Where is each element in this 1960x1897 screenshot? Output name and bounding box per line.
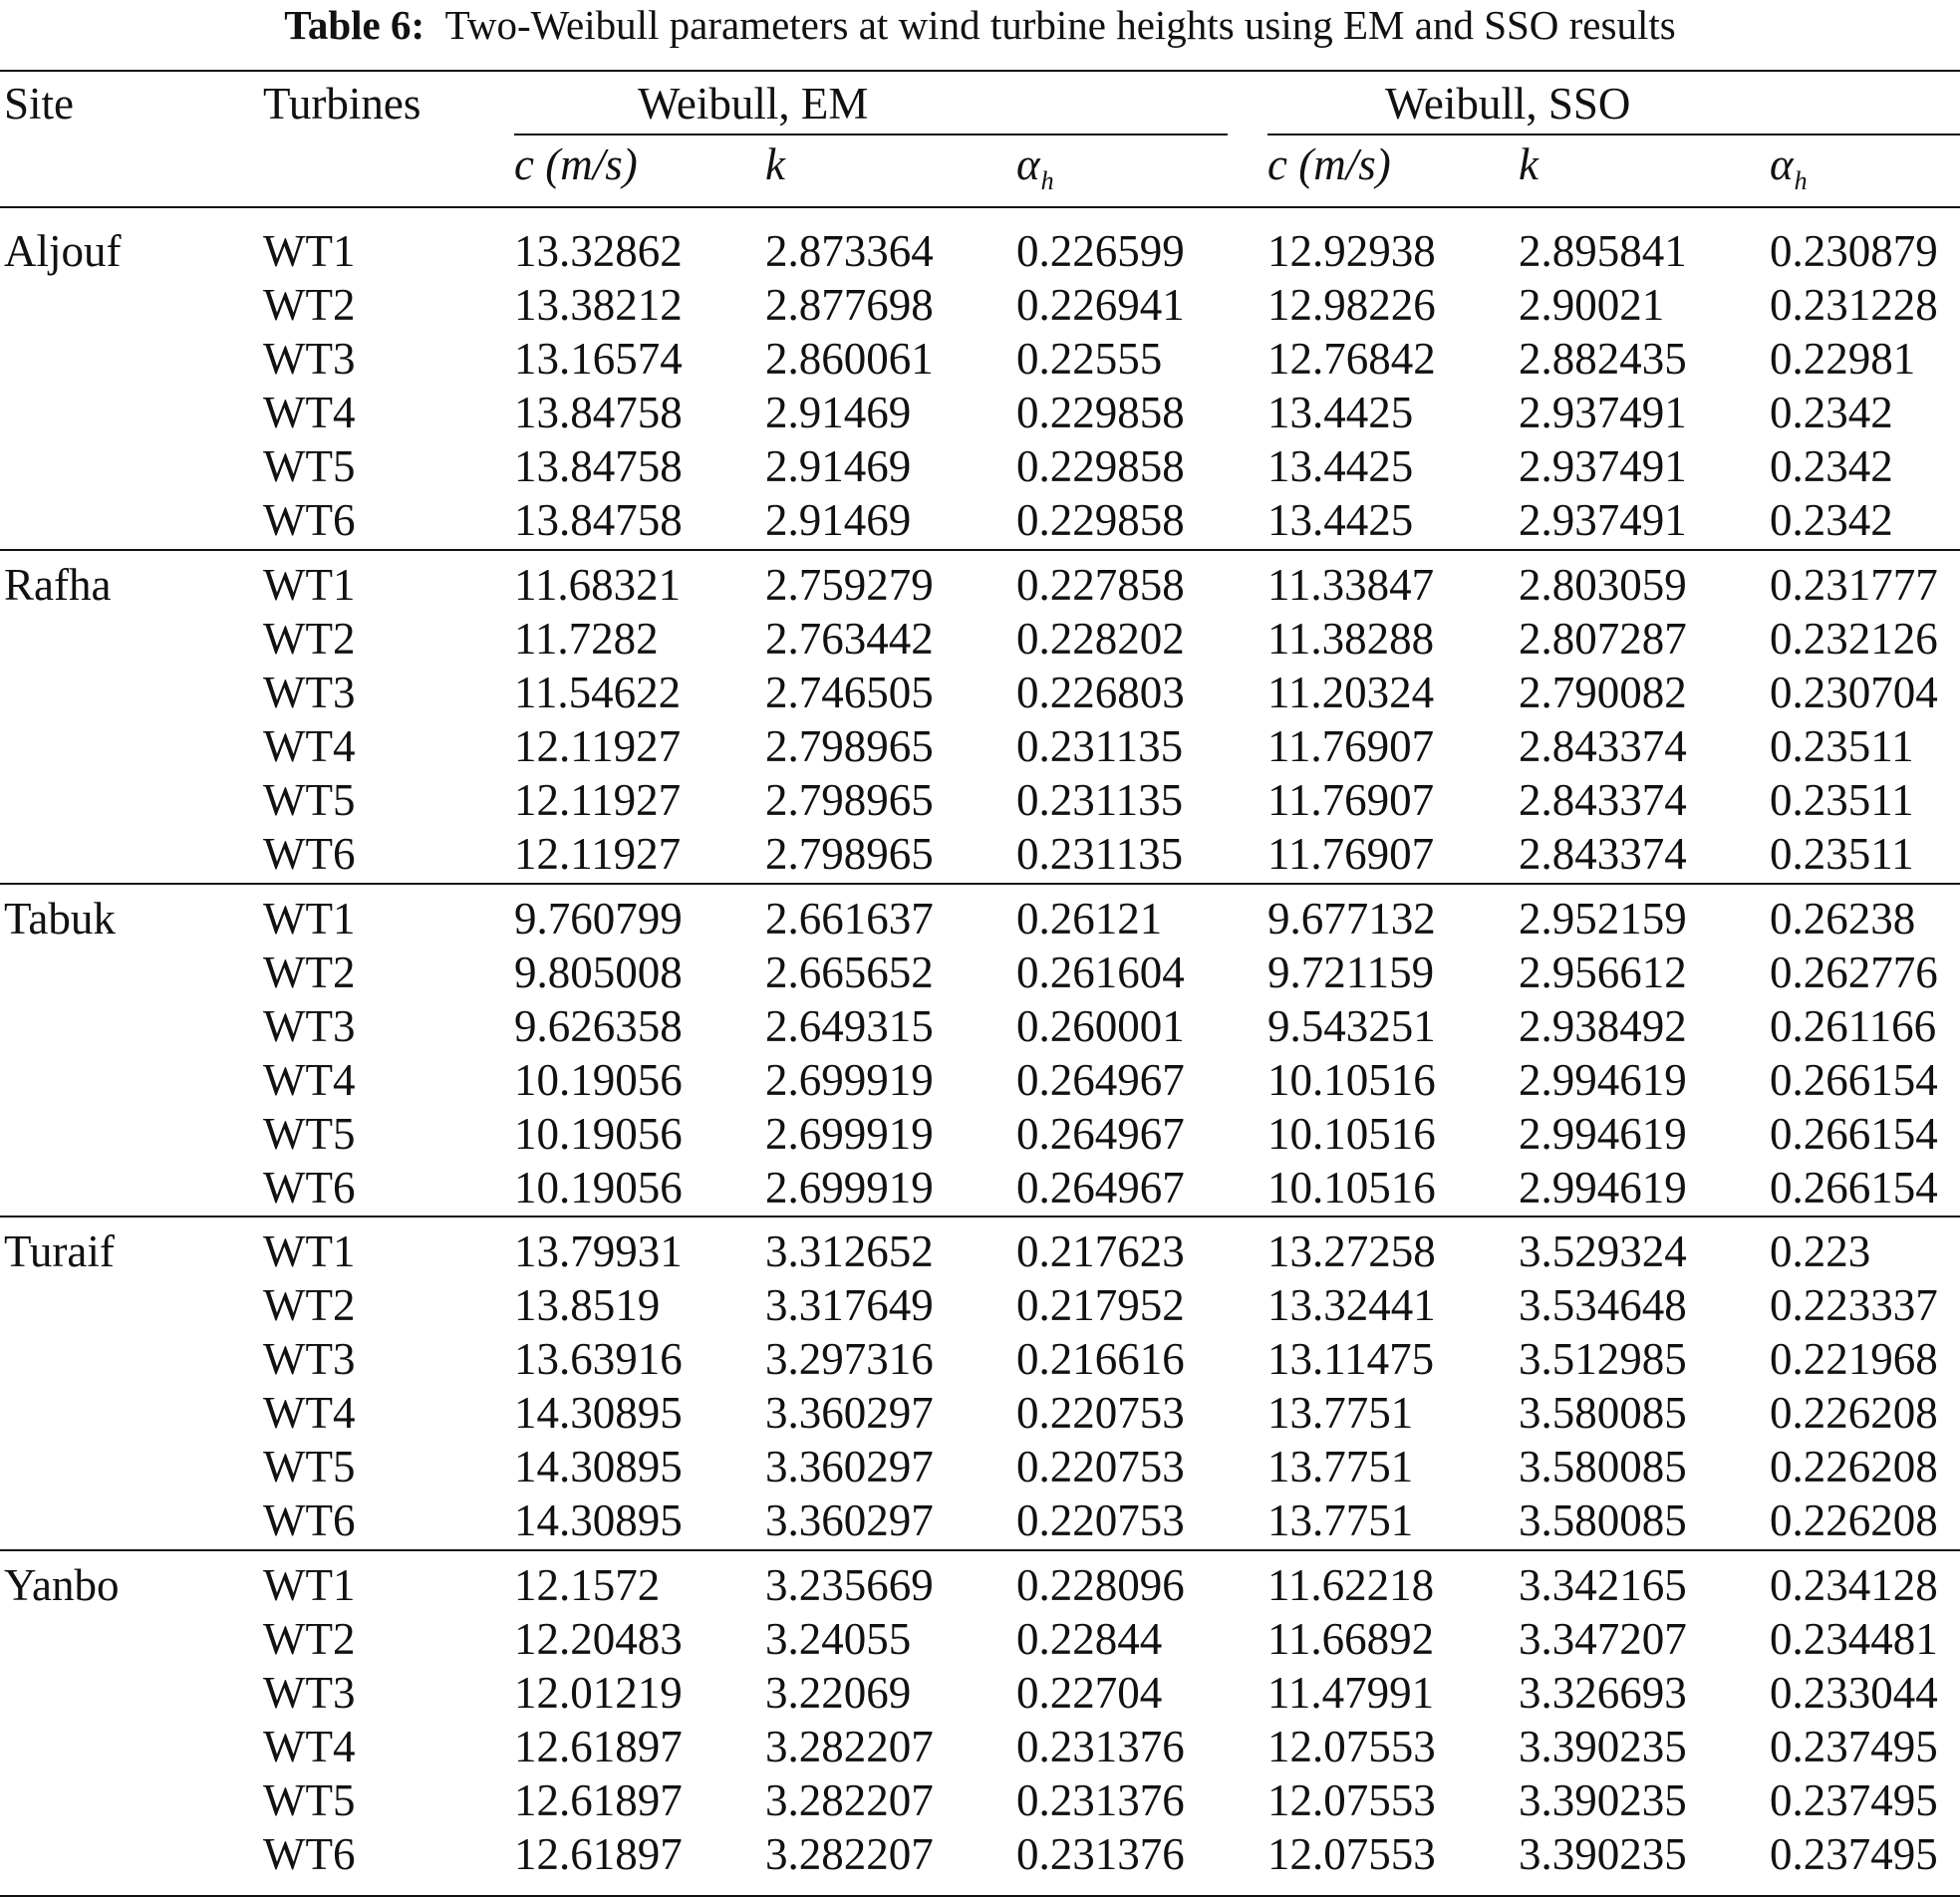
cell-sso-c: 12.07553: [1267, 1775, 1436, 1825]
cell-sso-alpha: 0.226208: [1770, 1388, 1938, 1438]
cell-sso-c: 13.32441: [1267, 1280, 1436, 1330]
cell-sso-k: 2.807287: [1519, 614, 1687, 664]
cell-em-k: 3.312652: [765, 1226, 934, 1276]
cell-em-k: 2.873364: [765, 226, 934, 276]
cell-turbine: WT1: [263, 560, 356, 610]
cell-sso-k: 3.390235: [1519, 1775, 1687, 1825]
header-site: Site: [4, 79, 75, 129]
cell-turbine: WT1: [263, 226, 356, 276]
cell-sso-alpha: 0.223: [1770, 1226, 1871, 1276]
cell-em-alpha: 0.217623: [1016, 1226, 1185, 1276]
cell-turbine: WT6: [263, 1495, 356, 1545]
cell-em-k: 2.661637: [765, 894, 934, 944]
cell-em-alpha: 0.229858: [1016, 441, 1185, 491]
cell-em-alpha: 0.260001: [1016, 1001, 1185, 1051]
cell-sso-c: 10.10516: [1267, 1109, 1436, 1159]
cell-em-alpha: 0.227858: [1016, 560, 1185, 610]
cell-sso-c: 13.27258: [1267, 1226, 1436, 1276]
cell-sso-c: 11.33847: [1267, 560, 1435, 610]
cell-sso-k: 2.937491: [1519, 495, 1687, 545]
cell-em-k: 3.360297: [765, 1388, 934, 1438]
cell-sso-c: 13.7751: [1267, 1442, 1414, 1491]
site-separator-rule: [0, 1216, 1960, 1218]
cell-em-alpha: 0.216616: [1016, 1334, 1185, 1384]
alpha-subscript: h: [1794, 166, 1808, 195]
cell-em-alpha: 0.22555: [1016, 334, 1163, 384]
cell-turbine: WT3: [263, 334, 356, 384]
header-group-em: Weibull, EM: [638, 79, 869, 129]
cell-em-c: 14.30895: [514, 1442, 683, 1491]
cell-em-c: 12.61897: [514, 1722, 683, 1771]
header-sso-c: c (m/s): [1267, 139, 1391, 189]
cell-em-k: 2.699919: [765, 1109, 934, 1159]
header-em-alpha: [1016, 137, 1054, 198]
site-separator-rule: [0, 549, 1960, 551]
cell-sso-alpha: 0.233044: [1770, 1668, 1938, 1718]
cell-em-alpha: 0.229858: [1016, 495, 1185, 545]
cell-em-c: 12.11927: [514, 721, 682, 771]
cell-sso-alpha: 0.226208: [1770, 1442, 1938, 1491]
cell-turbine: WT6: [263, 495, 356, 545]
header-sso-alpha: [1770, 137, 1808, 198]
cell-em-c: 9.760799: [514, 894, 683, 944]
cell-turbine: WT3: [263, 1668, 356, 1718]
table-title: Two-Weibull parameters at wind turbine heights using EM and SSO results: [444, 2, 1676, 48]
cell-em-alpha: 0.229858: [1016, 388, 1185, 437]
cell-em-c: 12.01219: [514, 1668, 683, 1718]
alpha-subscript: h: [1040, 166, 1054, 195]
cell-em-k: 2.649315: [765, 1001, 934, 1051]
header-em-k: k: [765, 139, 785, 189]
cell-sso-c: 12.07553: [1267, 1829, 1436, 1879]
cell-sso-alpha: 0.221968: [1770, 1334, 1938, 1384]
cell-em-alpha: 0.231135: [1016, 721, 1184, 771]
em-group-rule: [514, 134, 1228, 136]
cell-em-alpha: 0.228096: [1016, 1560, 1185, 1610]
cell-sso-alpha: 0.23511: [1770, 829, 1914, 879]
cell-turbine: WT1: [263, 894, 356, 944]
cell-sso-alpha: 0.234481: [1770, 1614, 1938, 1664]
cell-sso-alpha: 0.231228: [1770, 280, 1938, 330]
cell-sso-c: 11.76907: [1267, 721, 1435, 771]
site-name: Yanbo: [4, 1560, 120, 1610]
cell-em-alpha: 0.231376: [1016, 1722, 1185, 1771]
cell-sso-k: 3.342165: [1519, 1560, 1687, 1610]
cell-em-k: 2.699919: [765, 1055, 934, 1105]
cell-sso-k: 2.895841: [1519, 226, 1687, 276]
cell-sso-c: 12.98226: [1267, 280, 1436, 330]
cell-em-c: 13.38212: [514, 280, 683, 330]
cell-turbine: WT4: [263, 388, 356, 437]
cell-turbine: WT2: [263, 948, 356, 997]
cell-sso-alpha: 0.266154: [1770, 1109, 1938, 1159]
cell-sso-k: 3.390235: [1519, 1722, 1687, 1771]
alpha-symbol: α: [1016, 139, 1040, 189]
cell-em-alpha: 0.228202: [1016, 614, 1185, 664]
cell-em-c: 13.32862: [514, 226, 683, 276]
cell-sso-k: 2.90021: [1519, 280, 1665, 330]
cell-sso-c: 13.4425: [1267, 441, 1414, 491]
cell-sso-alpha: 0.262776: [1770, 948, 1938, 997]
cell-em-alpha: 0.22704: [1016, 1668, 1163, 1718]
cell-em-c: 13.84758: [514, 441, 683, 491]
cell-turbine: WT2: [263, 280, 356, 330]
cell-sso-c: 13.4425: [1267, 388, 1414, 437]
cell-sso-c: 13.11475: [1267, 1334, 1435, 1384]
cell-sso-alpha: 0.26238: [1770, 894, 1916, 944]
cell-sso-alpha: 0.231777: [1770, 560, 1938, 610]
cell-sso-c: 9.721159: [1267, 948, 1435, 997]
cell-em-k: 2.91469: [765, 388, 912, 437]
cell-em-c: 13.8519: [514, 1280, 661, 1330]
header-turbines: Turbines: [263, 79, 421, 129]
cell-em-c: 9.626358: [514, 1001, 683, 1051]
cell-sso-c: 13.7751: [1267, 1388, 1414, 1438]
cell-em-alpha: 0.226803: [1016, 668, 1185, 717]
cell-em-k: 2.763442: [765, 614, 934, 664]
cell-sso-alpha: 0.2342: [1770, 441, 1893, 491]
cell-sso-k: 2.843374: [1519, 721, 1687, 771]
cell-sso-alpha: 0.237495: [1770, 1775, 1938, 1825]
cell-em-c: 13.63916: [514, 1334, 683, 1384]
cell-em-c: 11.7282: [514, 614, 659, 664]
cell-turbine: WT4: [263, 1055, 356, 1105]
cell-em-k: 2.665652: [765, 948, 934, 997]
cell-em-alpha: 0.217952: [1016, 1280, 1185, 1330]
cell-sso-k: 2.938492: [1519, 1001, 1687, 1051]
cell-sso-k: 2.994619: [1519, 1109, 1687, 1159]
cell-sso-k: 3.580085: [1519, 1495, 1687, 1545]
cell-turbine: WT2: [263, 614, 356, 664]
cell-em-c: 13.84758: [514, 388, 683, 437]
cell-turbine: WT6: [263, 1829, 356, 1879]
cell-sso-k: 2.803059: [1519, 560, 1687, 610]
cell-turbine: WT2: [263, 1280, 356, 1330]
site-name: Tabuk: [4, 894, 116, 944]
cell-turbine: WT5: [263, 1775, 356, 1825]
cell-em-alpha: 0.261604: [1016, 948, 1185, 997]
cell-em-k: 2.91469: [765, 441, 912, 491]
cell-turbine: WT5: [263, 441, 356, 491]
cell-em-alpha: 0.231376: [1016, 1829, 1185, 1879]
cell-turbine: WT1: [263, 1226, 356, 1276]
cell-sso-k: 2.994619: [1519, 1055, 1687, 1105]
cell-sso-k: 2.843374: [1519, 829, 1687, 879]
cell-em-alpha: 0.226599: [1016, 226, 1185, 276]
cell-em-c: 13.79931: [514, 1226, 683, 1276]
cell-sso-k: 2.956612: [1519, 948, 1687, 997]
cell-em-alpha: 0.22844: [1016, 1614, 1163, 1664]
cell-turbine: WT4: [263, 721, 356, 771]
cell-sso-alpha: 0.2342: [1770, 388, 1893, 437]
cell-turbine: WT6: [263, 829, 356, 879]
cell-sso-c: 11.66892: [1267, 1614, 1435, 1664]
cell-sso-k: 2.843374: [1519, 775, 1687, 825]
cell-em-k: 3.360297: [765, 1442, 934, 1491]
cell-turbine: WT5: [263, 775, 356, 825]
cell-sso-alpha: 0.23511: [1770, 775, 1914, 825]
cell-em-alpha: 0.264967: [1016, 1163, 1185, 1213]
cell-sso-c: 11.20324: [1267, 668, 1435, 717]
cell-sso-c: 11.38288: [1267, 614, 1435, 664]
cell-em-k: 2.746505: [765, 668, 934, 717]
cell-turbine: WT6: [263, 1163, 356, 1213]
cell-em-k: 2.759279: [765, 560, 934, 610]
cell-em-c: 12.61897: [514, 1829, 683, 1879]
cell-sso-alpha: 0.261166: [1770, 1001, 1937, 1051]
cell-em-k: 3.297316: [765, 1334, 934, 1384]
cell-sso-c: 12.07553: [1267, 1722, 1436, 1771]
cell-turbine: WT3: [263, 668, 356, 717]
cell-em-c: 10.19056: [514, 1163, 683, 1213]
cell-sso-k: 3.390235: [1519, 1829, 1687, 1879]
cell-sso-alpha: 0.237495: [1770, 1829, 1938, 1879]
cell-em-k: 2.699919: [765, 1163, 934, 1213]
cell-em-k: 2.798965: [765, 775, 934, 825]
cell-turbine: WT5: [263, 1442, 356, 1491]
sso-group-rule: [1267, 134, 1960, 136]
cell-sso-k: 3.326693: [1519, 1668, 1687, 1718]
table-caption: [0, 0, 1960, 52]
cell-em-k: 3.317649: [765, 1280, 934, 1330]
cell-sso-c: 12.92938: [1267, 226, 1436, 276]
cell-em-c: 12.11927: [514, 775, 682, 825]
cell-turbine: WT4: [263, 1388, 356, 1438]
cell-sso-alpha: 0.22981: [1770, 334, 1916, 384]
cell-em-k: 2.860061: [765, 334, 934, 384]
cell-turbine: WT4: [263, 1722, 356, 1771]
cell-em-c: 13.16574: [514, 334, 683, 384]
cell-em-alpha: 0.231135: [1016, 829, 1184, 879]
cell-em-c: 14.30895: [514, 1495, 683, 1545]
site-separator-rule: [0, 1549, 1960, 1551]
header-em-c: c (m/s): [514, 139, 638, 189]
cell-sso-k: 2.790082: [1519, 668, 1687, 717]
cell-em-c: 12.20483: [514, 1614, 683, 1664]
cell-sso-k: 2.882435: [1519, 334, 1687, 384]
cell-em-alpha: 0.220753: [1016, 1495, 1185, 1545]
site-name: Aljouf: [4, 226, 122, 276]
cell-sso-k: 3.512985: [1519, 1334, 1687, 1384]
cell-sso-alpha: 0.237495: [1770, 1722, 1938, 1771]
cell-sso-c: 11.62218: [1267, 1560, 1435, 1610]
cell-em-k: 3.282207: [765, 1829, 934, 1879]
cell-sso-alpha: 0.230704: [1770, 668, 1938, 717]
cell-em-c: 10.19056: [514, 1055, 683, 1105]
cell-sso-c: 11.76907: [1267, 775, 1435, 825]
cell-em-alpha: 0.26121: [1016, 894, 1163, 944]
site-name: Turaif: [4, 1226, 115, 1276]
cell-sso-k: 2.994619: [1519, 1163, 1687, 1213]
site-name: Rafha: [4, 560, 112, 610]
cell-sso-c: 9.543251: [1267, 1001, 1436, 1051]
cell-sso-k: 3.580085: [1519, 1388, 1687, 1438]
cell-em-k: 2.877698: [765, 280, 934, 330]
top-rule: [0, 70, 1960, 72]
cell-em-alpha: 0.220753: [1016, 1388, 1185, 1438]
cell-sso-alpha: 0.230879: [1770, 226, 1938, 276]
cell-sso-k: 3.580085: [1519, 1442, 1687, 1491]
cell-sso-c: 13.4425: [1267, 495, 1414, 545]
cell-sso-c: 11.76907: [1267, 829, 1435, 879]
cell-em-k: 2.798965: [765, 829, 934, 879]
cell-sso-c: 12.76842: [1267, 334, 1436, 384]
cell-turbine: WT3: [263, 1334, 356, 1384]
cell-sso-c: 10.10516: [1267, 1055, 1436, 1105]
cell-sso-alpha: 0.23511: [1770, 721, 1914, 771]
cell-sso-k: 2.952159: [1519, 894, 1687, 944]
cell-em-c: 10.19056: [514, 1109, 683, 1159]
cell-turbine: WT3: [263, 1001, 356, 1051]
cell-em-k: 3.24055: [765, 1614, 912, 1664]
cell-em-c: 13.84758: [514, 495, 683, 545]
table-number: Table 6:: [284, 2, 425, 48]
cell-sso-k: 3.534648: [1519, 1280, 1687, 1330]
cell-em-k: 3.282207: [765, 1722, 934, 1771]
cell-em-c: 9.805008: [514, 948, 683, 997]
cell-sso-k: 2.937491: [1519, 441, 1687, 491]
cell-em-alpha: 0.226941: [1016, 280, 1185, 330]
cell-em-c: 12.11927: [514, 829, 682, 879]
cell-sso-k: 3.529324: [1519, 1226, 1687, 1276]
cell-em-k: 3.235669: [765, 1560, 934, 1610]
cell-sso-c: 9.677132: [1267, 894, 1436, 944]
header-sso-k: k: [1519, 139, 1539, 189]
cell-sso-alpha: 0.2342: [1770, 495, 1893, 545]
cell-sso-alpha: 0.234128: [1770, 1560, 1938, 1610]
cell-em-c: 11.68321: [514, 560, 682, 610]
cell-turbine: WT1: [263, 1560, 356, 1610]
cell-sso-alpha: 0.226208: [1770, 1495, 1938, 1545]
cell-em-alpha: 0.264967: [1016, 1055, 1185, 1105]
cell-sso-alpha: 0.266154: [1770, 1055, 1938, 1105]
cell-em-alpha: 0.231376: [1016, 1775, 1185, 1825]
cell-em-k: 3.22069: [765, 1668, 912, 1718]
site-separator-rule: [0, 883, 1960, 885]
cell-em-k: 3.360297: [765, 1495, 934, 1545]
cell-em-alpha: 0.231135: [1016, 775, 1184, 825]
cell-em-k: 2.91469: [765, 495, 912, 545]
cell-em-c: 11.54622: [514, 668, 682, 717]
cell-sso-alpha: 0.266154: [1770, 1163, 1938, 1213]
cell-sso-k: 3.347207: [1519, 1614, 1687, 1664]
cell-turbine: WT2: [263, 1614, 356, 1664]
cell-em-k: 3.282207: [765, 1775, 934, 1825]
cell-sso-alpha: 0.223337: [1770, 1280, 1938, 1330]
alpha-symbol: α: [1770, 139, 1794, 189]
cell-em-c: 12.61897: [514, 1775, 683, 1825]
header-group-sso: Weibull, SSO: [1385, 79, 1631, 129]
cell-em-k: 2.798965: [765, 721, 934, 771]
cell-sso-alpha: 0.232126: [1770, 614, 1938, 664]
cell-em-alpha: 0.220753: [1016, 1442, 1185, 1491]
cell-em-c: 14.30895: [514, 1388, 683, 1438]
cell-sso-c: 11.47991: [1267, 1668, 1435, 1718]
header-rule: [0, 206, 1960, 208]
cell-em-c: 12.1572: [514, 1560, 661, 1610]
cell-turbine: WT5: [263, 1109, 356, 1159]
cell-sso-c: 13.7751: [1267, 1495, 1414, 1545]
cell-em-alpha: 0.264967: [1016, 1109, 1185, 1159]
cell-sso-c: 10.10516: [1267, 1163, 1436, 1213]
cell-sso-k: 2.937491: [1519, 388, 1687, 437]
